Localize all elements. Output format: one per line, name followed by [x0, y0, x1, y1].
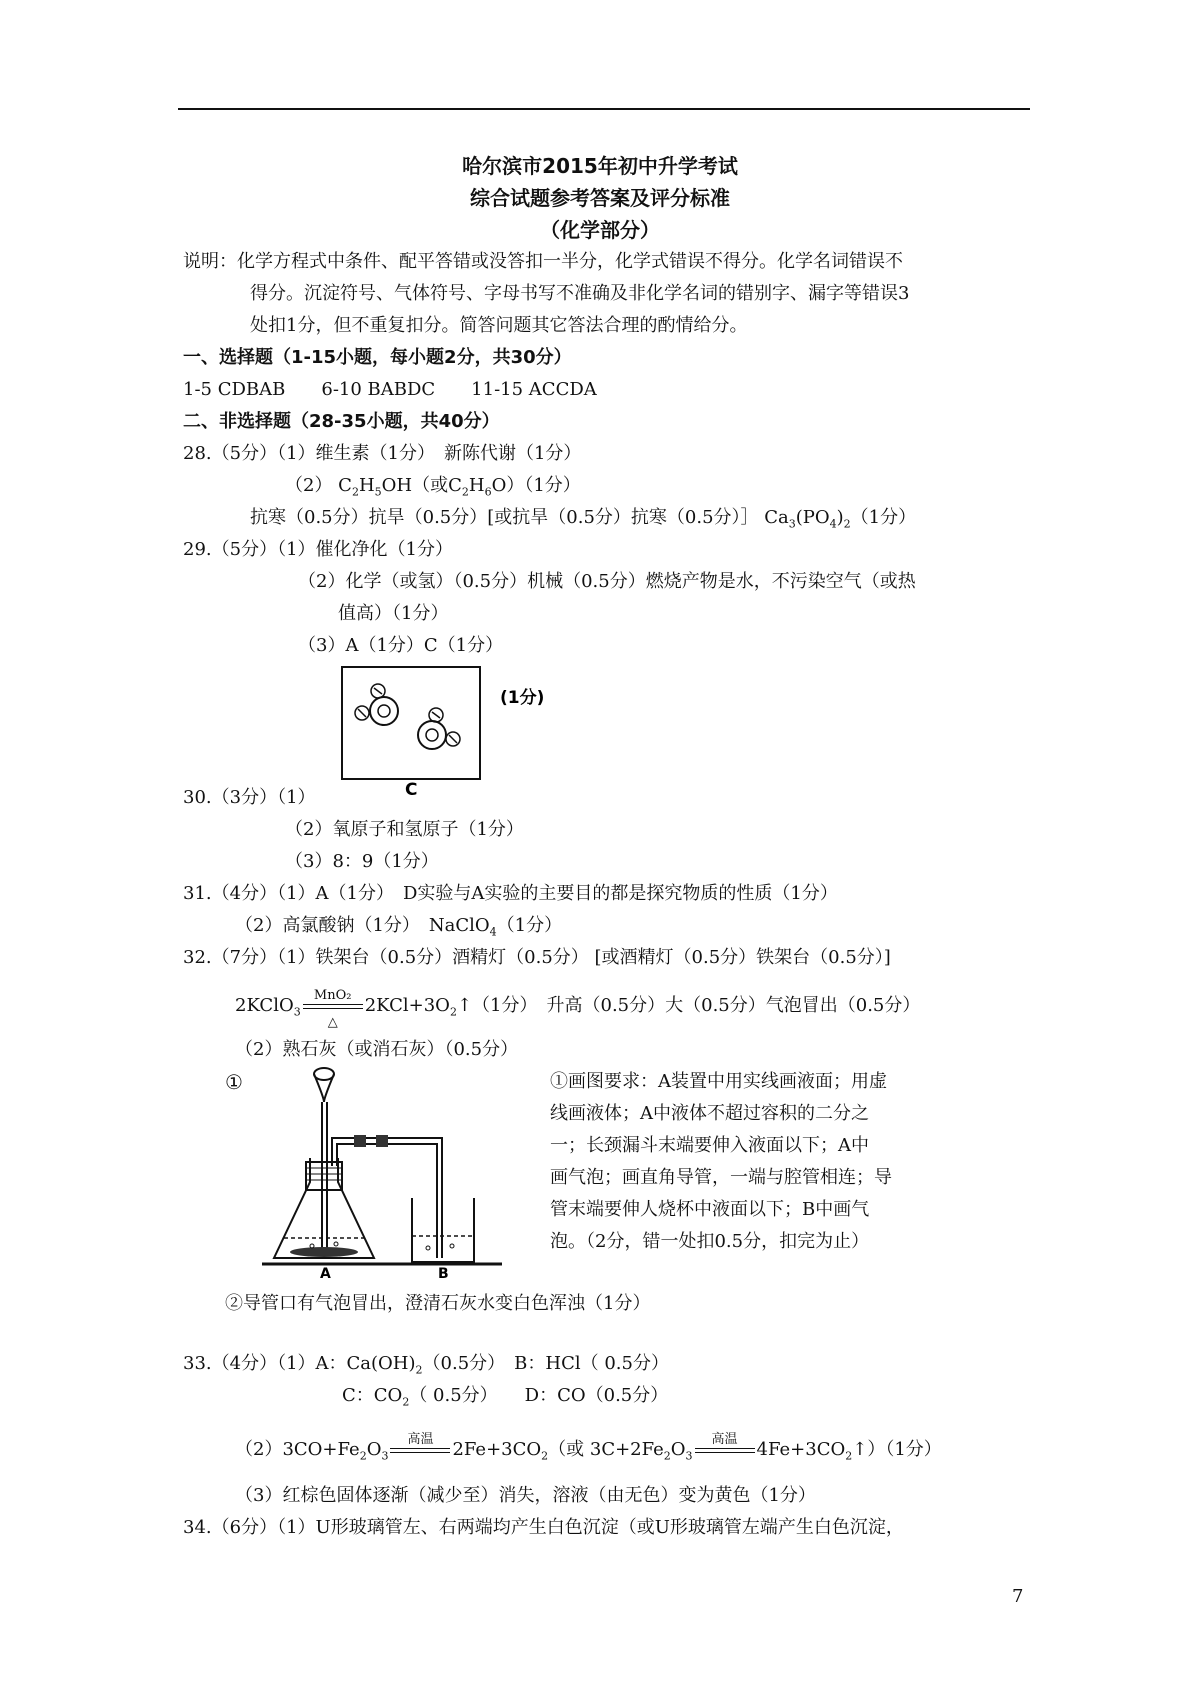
q32-line-1: 32.（7分）（1）铁架台（0.5分）酒精灯（0.5分） [或酒精灯（0.5分）铁架台（0.5分）] [183, 947, 891, 968]
q30-line-2: （2）氧原子和氢原子（1分） [285, 819, 524, 840]
drawing-req-3: 一；长颈漏斗末端要伸入液面以下；A中 [550, 1135, 869, 1156]
note-line-1: 说明：化学方程式中条件、配平答错或没答扣一半分，化学式错误不得分。化学名词错误不 [183, 251, 903, 272]
exam-title: 哈尔滨市2015年初中升学考试 [462, 154, 738, 178]
note-line-2: 得分。沉淀符号、气体符号、字母书写不准确及非化学名词的错别字、漏字等错误3 [250, 283, 910, 304]
beaker-label-b: B [438, 1266, 449, 1278]
drawing-req-2: 线画液体；A中液体不超过容积的二分之 [550, 1103, 869, 1124]
flask-label-a: A [320, 1266, 331, 1278]
q32-observation: ②导管口有气泡冒出，澄清石灰水变白色浑浊（1分） [225, 1293, 651, 1314]
fig-c-score: (1分) [500, 688, 545, 708]
q33-line-1: 33.（4分）（1）A：$Ca(OH)_2(0.5$分） B：HCl（ 0.5分） [183, 1353, 669, 1377]
q32-equation: 2KClO$_3$ MnO₂ △ $2KCl+3O_2↑(1$分） 升高（0.5分）大（0.5分）气泡冒出（0.5分） [235, 988, 921, 1030]
q29-line-1: 29.（5分）（1）催化净化（1分） [183, 539, 453, 560]
drawing-req-4: 画气泡；画直角导管，一端与腔管相连；导 [550, 1167, 892, 1188]
drawing-req-6: 泡。（2分，错一处扣0.5分，扣完为止） [550, 1231, 870, 1252]
note-line-3: 处扣1分，但不重复扣分。简答问题其它答法合理的酌情给分。 [250, 315, 748, 336]
q30-line-1: 30.（3分）（1） [183, 787, 316, 808]
q31-line-2: （2）高氯酸钠（1分） NaClO$_4$（1分） [235, 915, 563, 939]
q28-line-2: （2） $C_2H_5OH$（或$C_2H_6O)(1$分） [285, 475, 581, 499]
molecule-figure-c [340, 665, 600, 795]
q28-line-3: 抗寒（0.5分）抗旱（0.5分）[或抗旱（0.5分）抗寒（0.5分）］ $Ca_3(PO_4)_2(1$分） [250, 507, 917, 531]
reaction-condition-arrow: MnO₂ △ [301, 994, 365, 1018]
q33-line-2: C：$CO_2$（ 0.5分） D：CO（0.5分） [342, 1385, 669, 1409]
q32-line-2: （2）熟石灰（或消石灰）（0.5分） [235, 1039, 519, 1060]
q29-line-3: 值高）（1分） [338, 603, 449, 624]
fig-c-label: C [405, 780, 418, 795]
q33-line-3: （3）红棕色固体逐渐（减少至）消失，溶液（由无色）变为黄色（1分） [235, 1485, 816, 1506]
header-rule [178, 108, 1030, 110]
q29-line-4: （3）A（1分）C（1分） [298, 635, 504, 656]
exam-subtitle: 综合试题参考答案及评分标准 [470, 186, 730, 210]
q33-equation: $(2)3CO+Fe_2O_3$ 高温 $2Fe+3CO_2$（或 $3C+2Fe_2O_3$ 高温 $4Fe+3CO_2↑)(1$分） [235, 1432, 942, 1463]
drawing-req-1: ①画图要求：A装置中用实线画液面；用虚 [550, 1071, 887, 1092]
high-temp-arrow-1: 高温 [388, 1438, 452, 1462]
circled-one: ① [225, 1070, 243, 1094]
q34-line-1: 34.（6分）（1）U形玻璃管左、右两端均产生白色沉淀（或U形玻璃管左端产生白色沉淀， [183, 1517, 904, 1538]
q28-line-1: 28.（5分）（1）维生素（1分） 新陈代谢（1分） [183, 443, 582, 464]
q29-line-2: （2）化学（或氢）（0.5分）机械（0.5分）燃烧产物是水，不污染空气（或热 [298, 571, 916, 592]
choice-answers: 1-5 CDBAB 6-10 BABDC 11-15 ACCDA [183, 379, 597, 400]
high-temp-arrow-2: 高温 [693, 1438, 757, 1462]
page-number: 7 [1012, 1586, 1024, 1607]
section-heading-choice: 一、选择题（1-15小题，每小题2分，共30分） [183, 347, 572, 368]
section-subtitle: （化学部分） [540, 218, 660, 242]
apparatus-figure [262, 1062, 544, 1278]
section-heading-nonchoice: 二、非选择题（28-35小题，共40分） [183, 411, 500, 432]
drawing-req-5: 管末端要伸人烧杯中液面以下；B中画气 [550, 1199, 870, 1220]
q31-line-1: 31.（4分）（1）A（1分） D实验与A实验的主要目的都是探究物质的性质（1分） [183, 883, 838, 904]
q30-line-3: （3）8：9（1分） [285, 851, 439, 872]
